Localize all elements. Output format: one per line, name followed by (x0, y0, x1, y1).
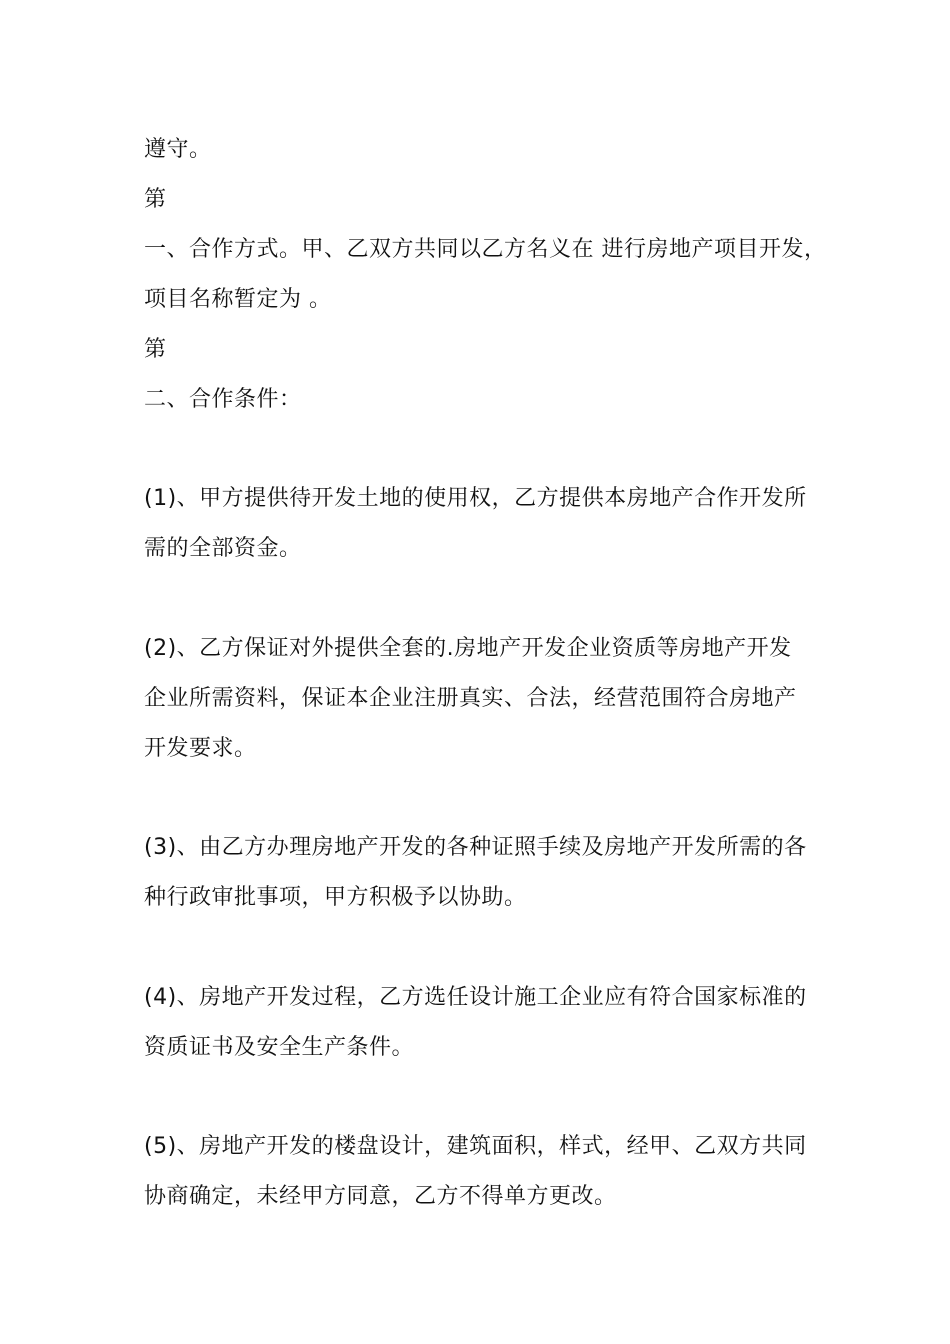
text-line: 开发要求。 (144, 736, 257, 761)
text-line: 资质证书及安全生产条件。 (144, 1035, 415, 1060)
text-line: 一、合作方式。甲、乙双方共同以乙方名义在 进行房地产项目开发， (144, 237, 827, 262)
text-line: 需的全部资金。 (144, 536, 302, 561)
text-line: 协商确定，未经甲方同意，乙方不得单方更改。 (144, 1184, 617, 1209)
text-line: 种行政审批事项，甲方积极予以协助。 (144, 885, 527, 910)
text-line: 项目名称暂定为 。 (144, 287, 332, 312)
text-line: (5)、房地产开发的楼盘设计，建筑面积，样式，经甲、乙双方共同 (144, 1134, 807, 1159)
text-line: (4)、房地产开发过程，乙方选任设计施工企业应有符合国家标准的 (144, 985, 807, 1010)
text-line: (3)、由乙方办理房地产开发的各种证照手续及房地产开发所需的各 (144, 835, 807, 860)
text-line: 第 (144, 337, 167, 362)
text-line: 第 (144, 187, 167, 212)
text-line: 遵守。 (144, 137, 212, 162)
text-line: 企业所需资料，保证本企业注册真实、合法，经营范围符合房地产 (144, 686, 797, 711)
text-line: (2)、乙方保证对外提供全套的.房地产开发企业资质等房地产开发 (144, 636, 792, 661)
text-line: 二、合作条件： (144, 387, 302, 412)
text-line: (1)、甲方提供待开发土地的使用权，乙方提供本房地产合作开发所 (144, 486, 807, 511)
